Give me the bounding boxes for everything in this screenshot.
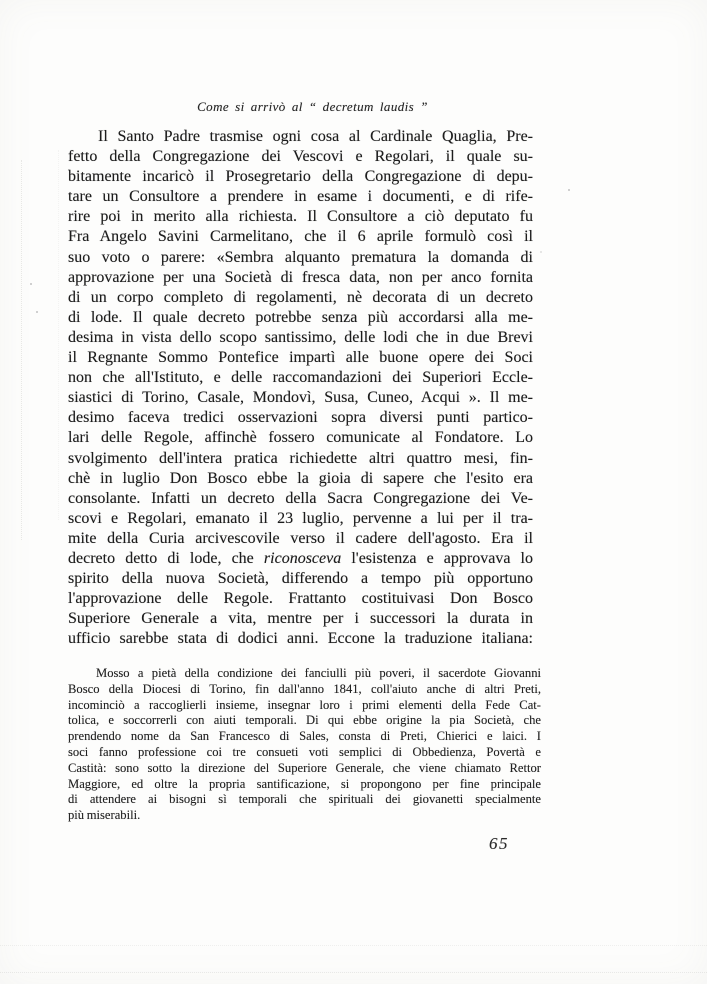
footnote-line: soci fanno professione coi tre consueti voti semplici di Obbedienza, Povertà e <box>68 744 541 759</box>
text-line: ufficio sarebbe stata di dodici anni. Eccone la traduzione italiana: <box>68 630 533 648</box>
text-segment: decreto detto di lode, che <box>68 549 264 567</box>
text-line: suo voto o parere: «Sembra alquanto prematura la domanda di <box>68 248 533 266</box>
main-paragraph <box>68 127 533 649</box>
emphasized-word: riconosceva <box>263 549 342 567</box>
text-line: chè in luglio Don Bosco ebbe la gioia di sapere che l'esito era <box>68 469 533 487</box>
text-line: di un corpo completo di regolamenti, nè decorata di un decreto <box>68 288 533 306</box>
scan-artifact-horizontal-line <box>0 945 707 947</box>
scan-artifact-horizontal-line <box>0 972 707 974</box>
scan-artifact-vertical-line <box>21 160 23 540</box>
scan-speck <box>540 251 542 253</box>
scan-speck <box>30 283 32 285</box>
scan-speck <box>568 189 570 191</box>
footnote-line: prendendo nome da San Francesco di Sales, consta di Preti, Chierici e laici. I <box>68 729 541 744</box>
text-line: l'approvazione delle Regole. Frattanto costituivasi Don Bosco <box>68 590 533 608</box>
scan-speck <box>36 311 38 313</box>
text-line: non che all'Istituto, e delle raccomandazioni dei Superiori Eccle- <box>68 369 533 387</box>
footnote-line: tolica, e soccorrerli con aiuti temporali. Di qui ebbe origine la pia Società, che <box>68 713 541 728</box>
footnote-line: Mosso a pietà della condizione dei fanciulli più poveri, il sacerdote Giovanni <box>96 666 541 680</box>
text-line: spirito della nuova Società, differendo a tempo più opportuno <box>68 570 533 588</box>
text-line: di lode. Il quale decreto potrebbe senza più accordarsi alla me- <box>68 308 533 326</box>
text-line: desima in vista dello scopo santissimo, delle lodi che in due Brevi <box>68 328 533 346</box>
running-header: Come si arrivò al “ decretum laudis ” <box>197 99 428 114</box>
scan-artifact-vertical-line <box>58 150 60 520</box>
text-line: lari delle Regole, affinchè fossero comunicate al Fondatore. Lo <box>68 429 533 447</box>
footnote-line: Maggiore, ed oltre la propria santificazione, si propongono per fine principale <box>68 776 541 791</box>
text-line: consolante. Infatti un decreto della Sacra Congregazione dei Ve- <box>68 489 533 507</box>
text-line: approvazione per una Società di fresca data, non per anco fornita <box>68 268 533 286</box>
text-line: scovi e Regolari, emanato il 23 luglio, pervenne a lui per il tra- <box>68 509 533 527</box>
text-line: il Regnante Sommo Pontefice impartì alle buone opere dei Soci <box>68 349 533 367</box>
footnote-line: incominciò a raccoglierli insieme, insegnar loro i primi elementi della Fede Cat- <box>68 697 541 712</box>
footnote-line: più miserabili. <box>68 808 141 823</box>
page-number: 65 <box>489 834 509 853</box>
footnote-line: Bosco della Diocesi di Torino, fin dall'anno 1841, coll'aiuto anche di altri Preti, <box>68 681 541 696</box>
text-line: tare un Consultore a prendere in esame i documenti, e di rife- <box>68 188 533 206</box>
text-line: rire poi in merito alla richiesta. Il Consultore a ciò deputato fu <box>68 208 533 226</box>
text-line <box>68 549 533 569</box>
text-line: Superiore Generale a vita, mentre per i successori la durata in <box>68 610 533 628</box>
text-line: fetto della Congregazione dei Vescovi e Regolari, il quale su- <box>68 148 533 166</box>
text-line: siastici di Torino, Casale, Mondovì, Susa, Cuneo, Acqui ». Il me- <box>68 389 533 407</box>
text-line: bitamente incaricò il Prosegretario della Congregazione di depu- <box>68 168 533 186</box>
text-line: Fra Angelo Savini Carmelitano, che il 6 aprile formulò così il <box>68 228 533 246</box>
text-segment: l'esistenza e approvava lo <box>341 549 534 567</box>
footnote-line: di attendere ai bisogni sì temporali che spirituali dei giovanetti specialmente <box>68 792 541 807</box>
footnote-paragraph <box>68 666 541 824</box>
text-line: Il Santo Padre trasmise ogni cosa al Cardinale Quaglia, Pre- <box>98 128 533 145</box>
text-line: mite della Curia arcivescovile verso il cadere dell'agosto. Era il <box>68 529 533 547</box>
text-line: desimo faceva tredici osservazioni sopra diversi punti partico- <box>68 409 533 427</box>
text-line: svolgimento dell'intera pratica richiedette altri quattro mesi, fin- <box>68 449 533 467</box>
footnote-line: Castità: sono sotto la direzione del Superiore Generale, che viene chiamato Rettor <box>68 760 541 775</box>
